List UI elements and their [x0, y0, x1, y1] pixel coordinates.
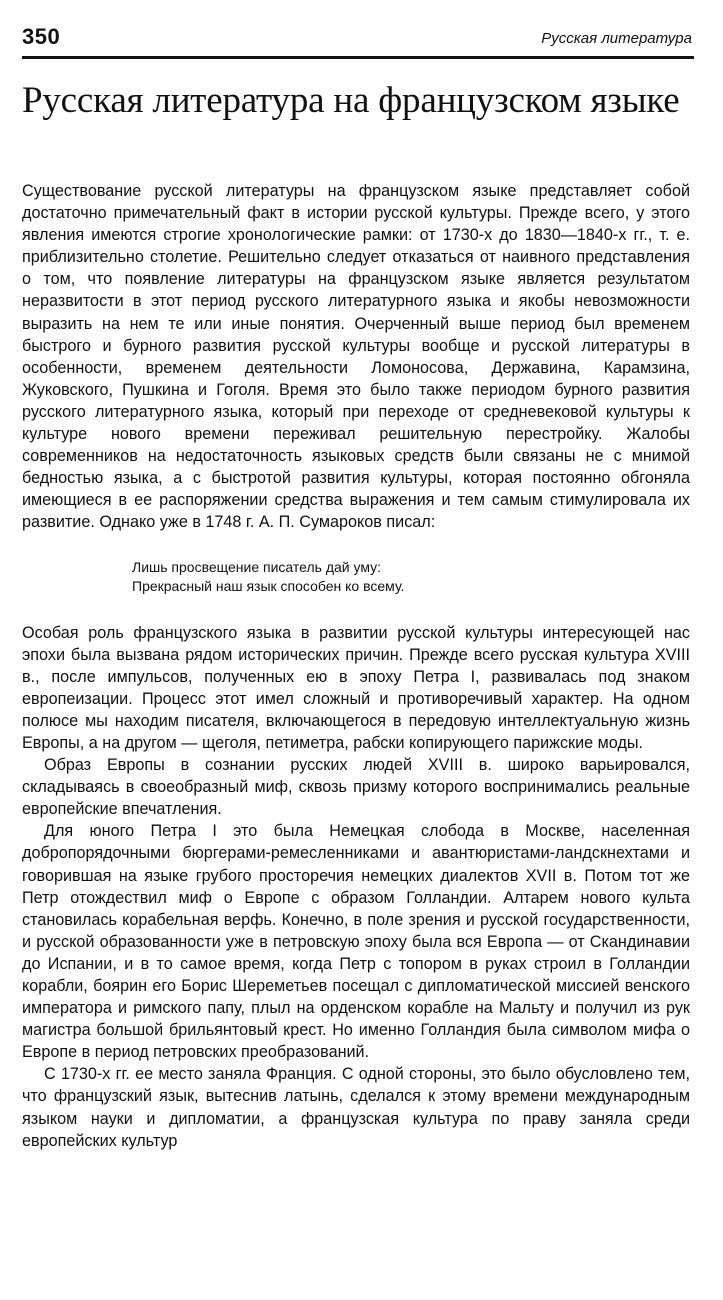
- running-head-section: Русская литература: [541, 30, 692, 47]
- body-text: [22, 180, 690, 1152]
- header-rule: [22, 56, 694, 59]
- verse-quote: [132, 558, 690, 596]
- paragraph-3: Образ Европы в сознании русских людей XVIII в. широко варьировался, складываясь в своеобразный миф, сквозь призму которого воспринимались реальные европейские впечатления.: [22, 756, 690, 819]
- verse-line-1: Лишь просвещение писатель дай уму:: [132, 558, 382, 575]
- paragraph-1: Существование русской литературы на французском языке представляет собой достаточно примечательный факт в истории русской культуры. Прежде всего, у этого явления имеются строгие хронологические рамки: от 1730-х до 1830—1840-х гг., т. е. приблизительно столетие. Решительно следует отказаться от наивного представления о том, что появление литературы на французском языке является результатом неразвитости в этот период русского литературного языка и якобы невозможности выразить на нем те или иные понятия. Очерченный выше период был временем быстрого и бурного развития русской культуры вообще и русской литературы в особенности, временем деятельности Ломоносова, Державина, Карамзина, Жуковского, Пушкина и Гоголя. Время это было также периодом бурного развития русского литературного языка, который при переходе от средневековой культуры к культуре нового времени переживал решительную перестройку. Жалобы современников на недостаточность языковых средств были связаны не с мнимой бедностью языка, а с быстротой развития культуры, которая постоянно обгоняла имеющиеся в ее распоряжении средства выражения и тем самым стимулировала их развитие. Однако уже в 1748 г. А. П. Сумароков писал:: [22, 182, 690, 532]
- chapter-title: Русская литература на французском языке: [22, 80, 680, 121]
- page-number: 350: [22, 24, 61, 49]
- running-head: [22, 24, 692, 50]
- paragraph-4: Для юного Петра I это была Немецкая слобода в Москве, населенная добропорядочными бюргерами-ремесленниками и авантюристами-ландскнехтами и говорившая на языке грубого просторечия немецких диалектов XVII в. Потом тот же Петр отождествил миф о Европе с образом Голландии. Алтарем нового культа становилась корабельная верфь. Конечно, в поле зрения и русской государственности, и русской образованности уже в петровскую эпоху была вся Европа — от Скандинавии до Испании, и в то самое время, когда Петр с топором в руках строил в Голландии корабли, боярин его Борис Шереметьев посещал с дипломатической миссией венского императора и римского папу, плыл на орденском корабле на Мальту и получил из рук магистра большой брильянтовый крест. Но именно Голландия была символом мифа о Европе в период петровских преобразований.: [22, 822, 690, 1062]
- verse-line-2: Прекрасный наш язык способен ко всему.: [132, 577, 405, 594]
- paragraph-2: Особая роль французского языка в развитии русской культуры интересующей нас эпохи была вызвана рядом исторических причин. Прежде всего русская культура XVIII в., после импульсов, полученных ею в эпоху Петра I, развивалась под знаком европеизации. Процесс этот имел сложный и противоречивый характер. На одном полюсе мы находим писателя, включающегося в передовую интеллектуальную жизнь Европы, а на другом — щеголя, петиметра, рабски копирующего парижские моды.: [22, 623, 690, 752]
- paragraph-5: С 1730-х гг. ее место заняла Франция. С одной стороны, это было обусловлено тем, что французский язык, вытеснив латынь, сделался к этому времени международным языком науки и дипломатии, а французская культура по праву заняла среди европейских культур: [22, 1065, 690, 1150]
